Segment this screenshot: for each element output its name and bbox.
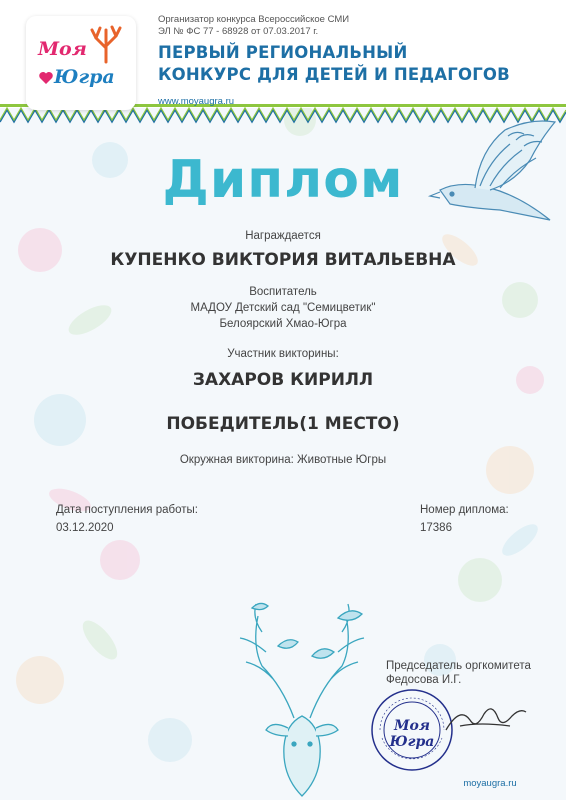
participant-label: Участник викторины:: [227, 348, 339, 360]
registration-line: ЭЛ № ФС 77 - 68928 от 07.03.2017 г.: [158, 26, 319, 37]
diploma-title: Диплом: [162, 150, 404, 210]
contest-title-line-2: КОНКУРС ДЛЯ ДЕТЕЙ И ПЕДАГОГОВ: [158, 65, 510, 84]
recipient-role: Воспитатель: [249, 286, 317, 298]
signature: [440, 700, 530, 740]
recipient-name: КУПЕНКО ВИКТОРИЯ ВИТАЛЬЕВНА: [110, 250, 456, 270]
organizer-line: Организатор конкурса Всероссийское СМИ: [158, 14, 350, 25]
recipient-organization: МАДОУ Детский сад "Семицветик": [190, 302, 376, 314]
awarded-label: Награждается: [245, 230, 321, 242]
deer-illustration: [222, 596, 382, 800]
recipient-location: Белоярский Хмао-Югра: [219, 318, 347, 330]
header-site-link[interactable]: www.moyaugra.ru: [158, 96, 235, 107]
contest-title-line-1: ПЕРВЫЙ РЕГИОНАЛЬНЫЙ: [158, 43, 408, 62]
date-value: 03.12.2020: [56, 522, 114, 534]
heart-icon: [38, 70, 54, 86]
chairman-name: Федосова И.Г.: [386, 674, 462, 686]
date-label: Дата поступления работы:: [56, 504, 198, 516]
participant-name: ЗАХАРОВ КИРИЛЛ: [192, 370, 374, 390]
contest-name: Окружная викторина: Животные Югры: [179, 454, 387, 466]
chairman-label: Председатель оргкомитета: [386, 660, 531, 672]
diploma-number-label: Номер диплома:: [420, 504, 509, 516]
antler-icon: [88, 24, 124, 64]
logo: [26, 16, 136, 110]
footer-site-link[interactable]: moyaugra.ru: [463, 778, 517, 789]
logo-word-2: Югра: [54, 66, 115, 88]
result-text: ПОБЕДИТЕЛЬ(1 МЕСТО): [166, 414, 400, 434]
stamp-logo-text: Моя Югра: [389, 718, 435, 750]
diploma-number-value: 17386: [420, 522, 452, 534]
logo-word-1: Моя: [38, 38, 87, 60]
